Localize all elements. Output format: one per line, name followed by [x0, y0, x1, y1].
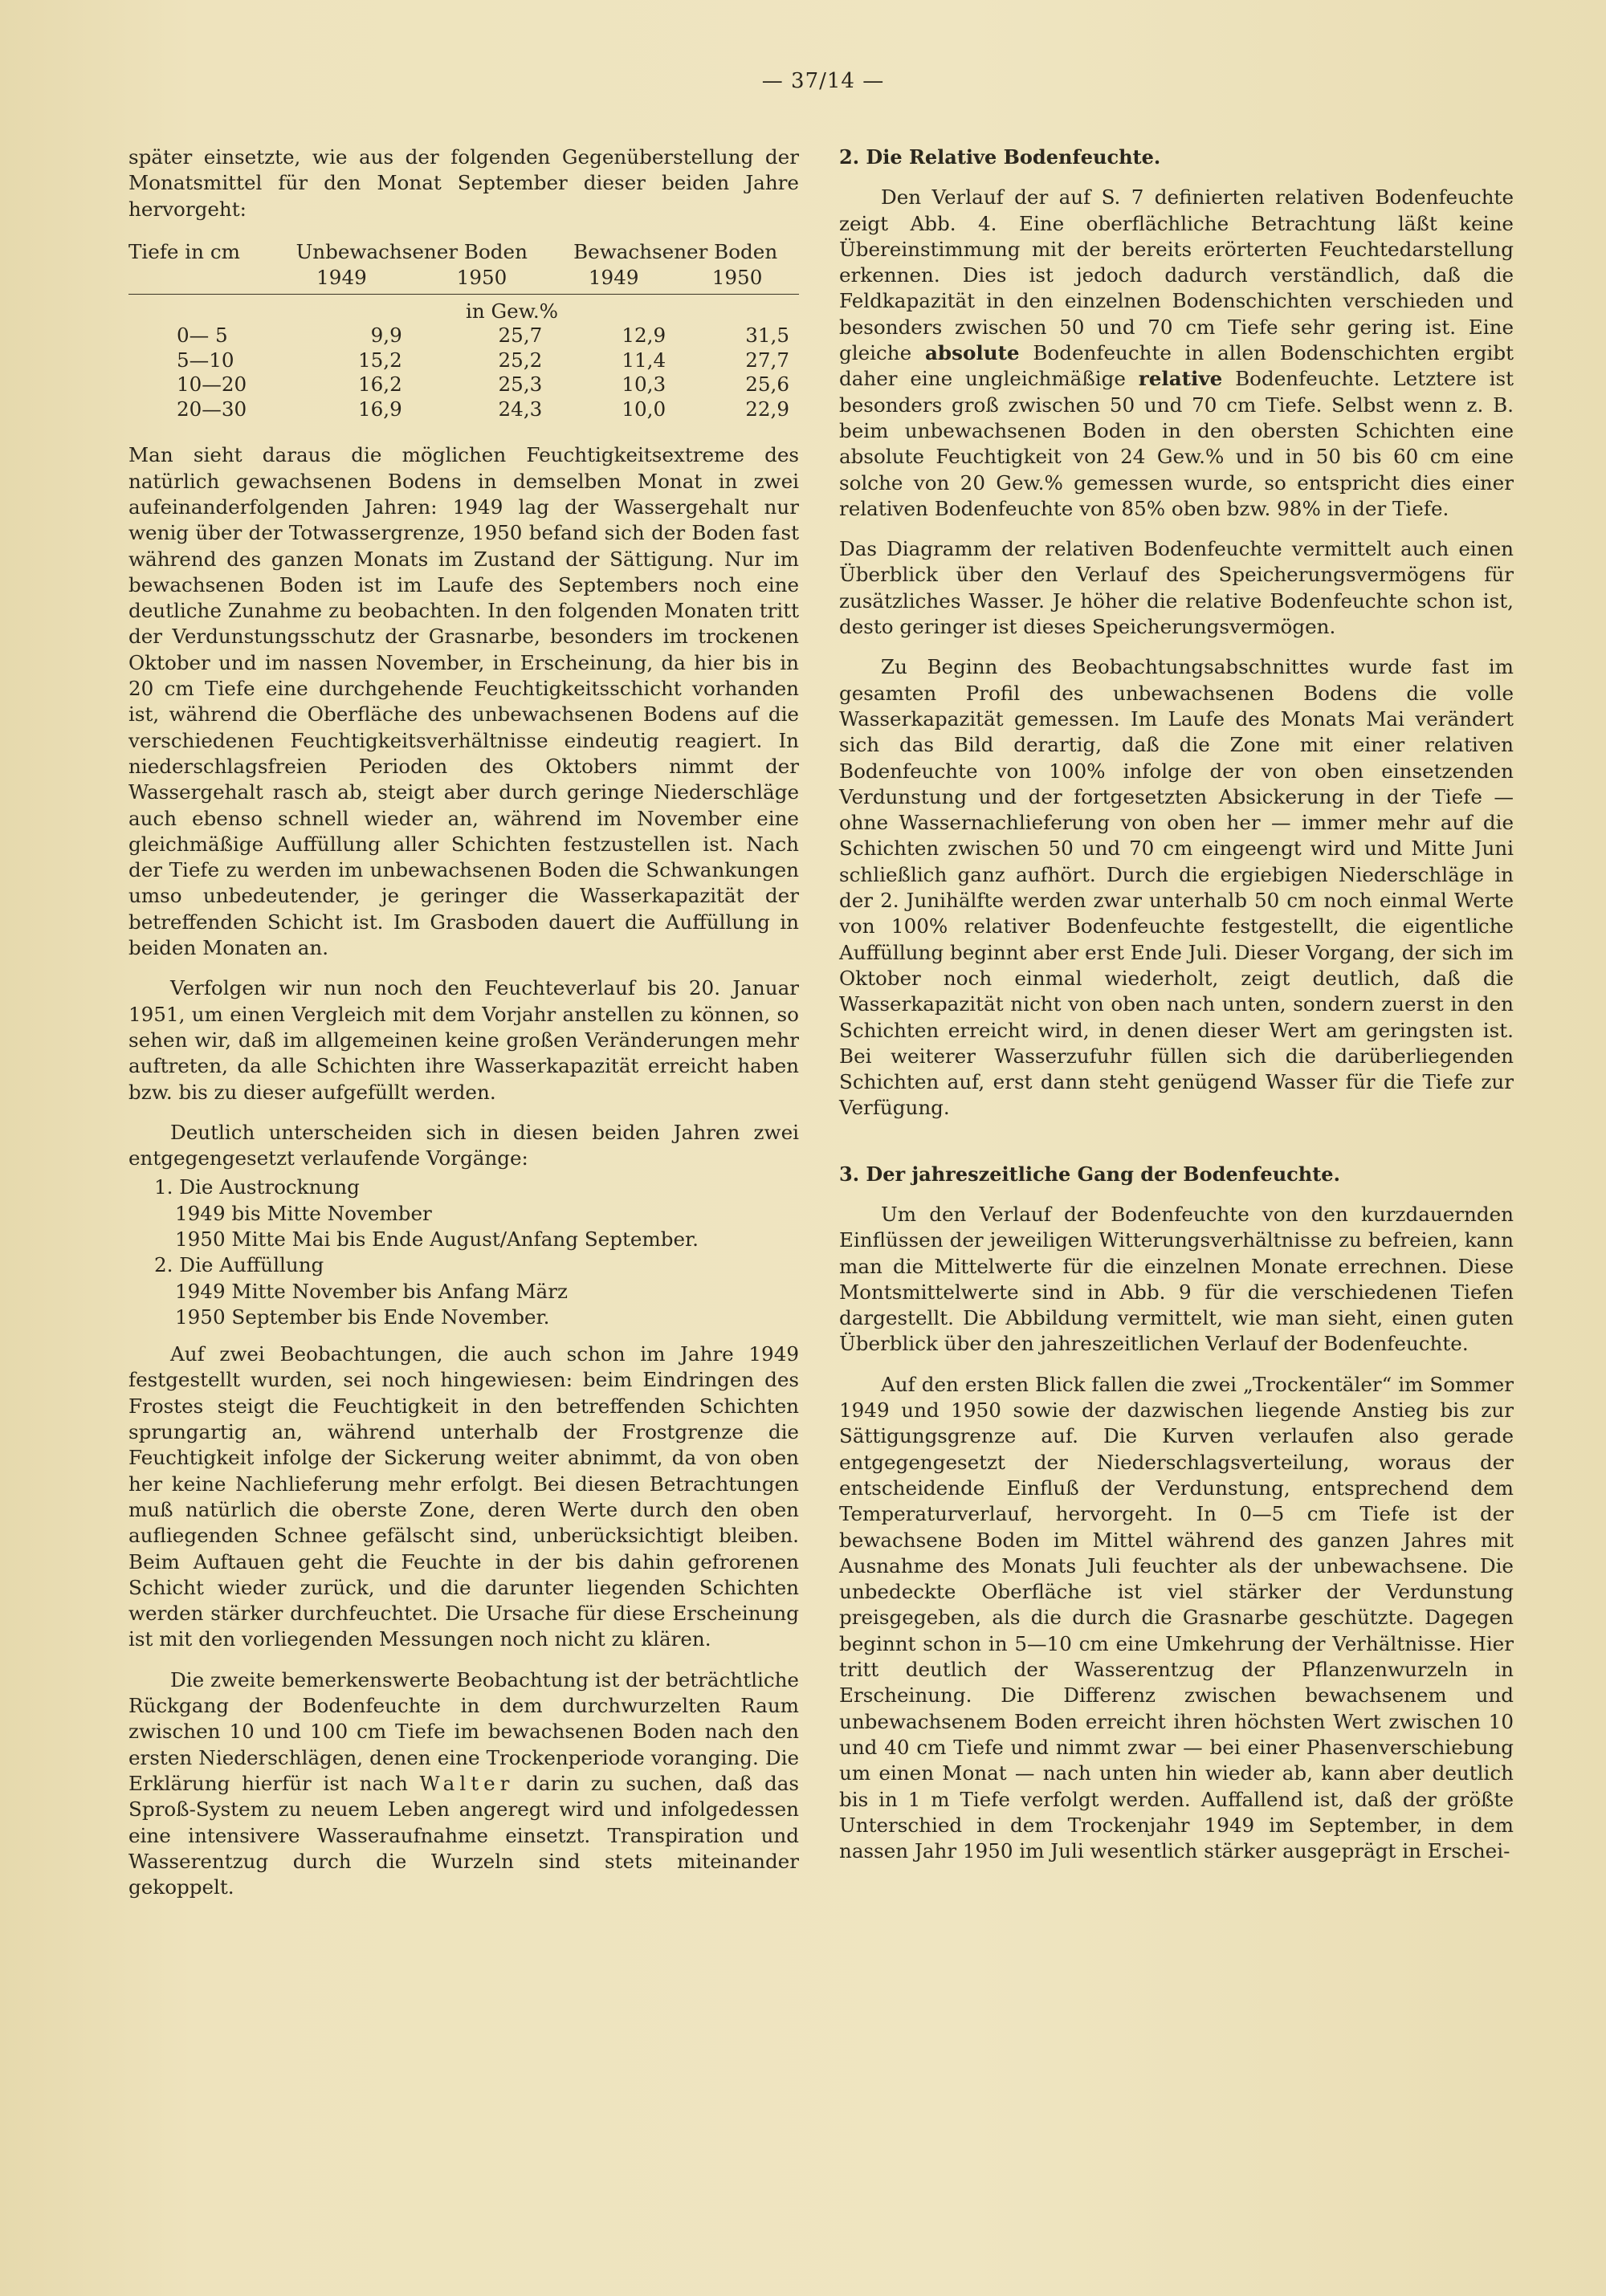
depth-cell: 0— 5	[177, 324, 228, 348]
table-unit-row	[128, 294, 799, 324]
value-cell: 12,9	[622, 324, 666, 348]
depth-cell: 20—30	[177, 397, 247, 421]
section-heading: 3. Der jahreszeitliche Gang der Bodenfeuchte.	[839, 1162, 1340, 1186]
list-subitem: 1950 Mitte Mai bis Ende August/Anfang September.	[175, 1227, 699, 1251]
value-cell: 25,3	[498, 372, 543, 397]
text-span: Den Verlauf der auf S. 7 definierten relativen Bodenfeuchte zeigt Abb. 4. Eine oberflächliche Betrachtung läßt keine Übereinstimmung mit der bereits erörterten Feuchtedarstellung erkennen. Dies ist jedoch dadurch verständlich, daß die Feldkapazität in den einzelnen Bodenschichten verschieden und besonders zwischen 50 und 70 cm Tiefe sehr gering ist. Eine gleiche	[839, 185, 1514, 365]
value-cell: 10,3	[622, 372, 666, 397]
process-list	[128, 1174, 799, 1330]
emphasis: relative	[1138, 367, 1223, 391]
paragraph: Um den Verlauf der Bodenfeuchte von den kurzdauernden Einflüssen der jeweiligen Witterungsverhältnisse zu befreien, kann man die Mittelwerte für die einzelnen Monate errechnen. Diese Montsmittelwerte sind in Abb. 9 für die verschiedenen Tiefen dargestellt. Die Abbildung vermittelt, wie man sieht, einen guten Überblick über den jahreszeitlichen Verlauf der Bodenfeuchte.	[839, 1202, 1514, 1356]
list-subitem: 1949 Mitte November bis Anfang März	[175, 1279, 568, 1303]
value-cell: 22,9	[745, 397, 789, 421]
table-row	[128, 397, 799, 422]
table-row	[128, 348, 799, 373]
year-cell: 1950	[412, 266, 552, 294]
intro-paragraph: später einsetzte, wie aus der folgenden Gegenüberstellung der Monatsmittel für den Monat September dieser beiden Jahre hervorgeht:	[128, 145, 799, 221]
value-cell: 24,3	[498, 397, 543, 421]
year-cell: 1949	[271, 266, 412, 294]
paragraph	[839, 185, 1514, 522]
value-cell: 11,4	[622, 348, 666, 372]
value-cell: 15,2	[357, 348, 402, 372]
text-span: darin zu suchen, daß das Sproß-System zu neuem Leben angeregt wird und infolgedessen eine intensivere Wasseraufnahme einsetzt. Transpiration und Wasserentzug durch die Wurzeln sind stets miteinander gekoppelt.	[128, 1771, 799, 1899]
paragraph: Das Diagramm der relativen Bodenfeuchte vermittelt auch einen Überblick über den Verlauf des Speicherungsvermögens für zusätzliches Wasser. Je höher die relative Bodenfeuchte schon ist, desto geringer ist dieses Speicherungsvermögen.	[839, 537, 1514, 639]
depth-cell: 5—10	[177, 348, 234, 372]
list-subitem: 1949 bis Mitte November	[175, 1201, 432, 1225]
moisture-table	[128, 240, 799, 422]
value-cell: 25,2	[498, 348, 543, 372]
table-years-row	[128, 266, 799, 294]
value-cell: 25,7	[498, 324, 543, 348]
paragraph: Verfolgen wir nun noch den Feuchteverlauf bis 20. Januar 1951, um einen Vergleich mit dem Vorjahr anstellen zu können, so sehen wir, daß im allgemeinen keine großen Veränderungen mehr auftreten, da alle Schichten ihre Wasserkapazität erreicht haben bzw. bis zu dieser aufgefüllt werden.	[128, 976, 799, 1104]
right-column	[839, 145, 1514, 1864]
emphasis: absolute	[924, 341, 1020, 365]
list-subitem: 1950 September bis Ende November.	[175, 1305, 550, 1329]
paragraph: Man sieht daraus die möglichen Feuchtigkeitsextreme des natürlich gewachsenen Bodens in demselben Monat in zwei aufeinanderfolgenden Jahren: 1949 lag der Wassergehalt nur wenig über der Totwassergrenze, 1950 befand sich der Boden fast während des ganzen Monats im Zustand der Sättigung. Nur im bewachsenen Boden ist im Laufe des Septembers noch eine deutliche Zunahme zu beobachten. In den folgenden Monaten tritt der Verdunstungsschutz der Grasnarbe, besonders im trockenen Oktober und im nassen November, in Erscheinung, da hier bis in 20 cm Tiefe eine durchgehende Feuchtigkeitsschicht vorhanden ist, während die Oberfläche des unbewachsenen Bodens auf die verschiedenen Feuchtigkeitsverhältnisse eindeutig reagiert. In niederschlagsfreien Perioden des Oktobers nimmt der Wassergehalt rasch ab, steigt aber durch geringe Niederschläge auch ebenso schnell wieder an, während im November eine gleichmäßige Auffüllung aller Schichten festzustellen ist. Nach der Tiefe zu werden im unbewachsenen Boden die Schwankungen umso unbedeutender, je geringer die Wasserkapazität der betreffenden Schicht ist. Im Grasboden dauert die Auffüllung in beiden Monaten an.	[128, 443, 799, 960]
header-vegetated: Bewachsener Boden	[573, 239, 778, 263]
unit-label: in Gew.%	[465, 299, 559, 323]
table-row	[128, 324, 799, 348]
value-cell: 27,7	[745, 348, 789, 372]
text-span: Bodenfeuchte in allen Bodenschichten ergibt daher eine ungleichmäßige	[839, 341, 1514, 391]
paragraph: Zu Beginn des Beobachtungsabschnittes wurde fast im gesamten Profil des unbewachsenen Bodens die volle Wasserkapazität gemessen. Im Laufe des Monats Mai verändert sich das Bild derartig, daß die Zone mit einer relativen Bodenfeuchte von 100% infolge der von oben einsetzenden Verdunstung und der fortgesetzten Absickerung in der Tiefe — ohne Wassernachlieferung von oben her — immer mehr auf die Schichten zwischen 50 und 70 cm eingeengt wird und Mitte Juni schließlich ganz aufhört. Durch die ergiebigen Niederschläge in der 2. Junihälfte werden zwar unterhalb 50 cm noch einmal Werte von 100% relativer Bodenfeuchte festgestellt, die eigentliche Auffüllung beginnt aber erst Ende Juli. Dieser Vorgang, der sich im Oktober noch einmal wiederholt, zeigt deutlich, daß die Wasserkapazität nicht von oben nach unten, sondern zuerst in den Schichten erreicht wird, in denen dieser Wert am geringsten ist. Bei weiterer Wasserzufuhr füllen sich die darüberliegenden Schichten auf, erst dann steht genügend Wasser für die Tiefe zur Verfügung.	[839, 655, 1514, 1120]
header-unvegetated: Unbewachsener Boden	[296, 239, 528, 263]
paragraph: Auf den ersten Blick fallen die zwei „Trockentäler“ im Sommer 1949 und 1950 sowie der dazwischen liegende Anstieg bis zur Sättigungsgrenze auf. Die Kurven verlaufen also gerade entgegengesetzt der Niederschlagsverteilung, woraus der entscheidende Einfluß der Verdunstung, entsprechend dem Temperaturverlauf, hervorgeht. In 0—5 cm Tiefe ist der bewachsene Boden im Mittel während des ganzen Jahres mit Ausnahme des Monats Juli feuchter als der unbewachsene. Die unbedeckte Oberfläche ist viel stärker der Verdunstung preisgegeben, als die durch die Grasnarbe geschützte. Dagegen beginnt schon in 5—10 cm eine Umkehrung der Verhältnisse. Hier tritt deutlich der Wasserentzug der Pflanzenwurzeln in Erscheinung. Die Differenz zwischen bewachsenem und unbewachsenem Boden erreicht ihren höchsten Wert zwischen 10 und 40 cm Tiefe und nimmt zwar — bei einer Phasenverschiebung um einen Monat — nach unten hin wieder ab, kann aber deutlich bis in 1 m Tiefe verfolgt werden. Auffallend ist, daß der größte Unterschied in dem Trockenjahr 1949 im September, in dem nassen Jahr 1950 im Juli wesentlich stärker ausgeprägt in Erschei-	[839, 1372, 1514, 1863]
list-item: 1. Die Austrocknung	[154, 1175, 360, 1199]
paragraph: Deutlich unterscheiden sich in diesen beiden Jahren zwei entgegengesetzt verlaufende Vorgänge:	[128, 1120, 799, 1170]
text-span: Bodenfeuchte. Letztere ist besonders groß zwischen 50 und 70 cm Tiefe. Selbst wenn z. B. beim unbewachsenen Boden in den obersten Schichten eine absolute Feuchtigkeit von 24 Gew.% und in 50 bis 60 cm eine solche von 20 Gew.% gemessen wurde, so entspricht dies einer relativen Bodenfeuchte von 85% oben bzw. 98% in der Tiefe.	[839, 367, 1514, 520]
value-cell: 16,2	[357, 372, 402, 397]
paragraph: Auf zwei Beobachtungen, die auch schon im Jahre 1949 festgestellt wurden, sei noch hingewiesen: beim Eindringen des Frostes steigt die Feuchtigkeit in den betreffenden Schichten sprungartig an, während unterhalb der Frostgrenze die Feuchtigkeit infolge der Sickerung weiter abnimmt, da von oben her keine Nachlieferung mehr erfolgt. Bei diesen Betrachtungen muß natürlich die oberste Zone, deren Werte durch den oben aufliegenden Schnee gefälscht sind, unberücksichtigt bleiben. Beim Auftauen geht die Feuchte in der bis dahin gefrorenen Schicht wieder zurück, und die darunter liegenden Schichten werden stärker durchfeuchtet. Die Ursache für diese Erscheinung ist mit den vorliegenden Messungen noch nicht zu klären.	[128, 1342, 799, 1651]
value-cell: 10,0	[622, 397, 666, 421]
header-depth: Tiefe in cm	[128, 239, 240, 263]
table-header-row	[128, 240, 799, 267]
page-number: — 37/14 —	[761, 69, 885, 93]
year-cell: 1950	[675, 266, 799, 294]
value-cell: 25,6	[745, 372, 789, 397]
depth-cell: 10—20	[177, 372, 247, 397]
table-row	[128, 372, 799, 397]
value-cell: 16,9	[357, 397, 402, 421]
list-item: 2. Die Auffüllung	[154, 1253, 324, 1277]
left-column	[128, 145, 799, 1900]
text-span: Die zweite bemerkenswerte Beobachtung ist der beträchtliche Rückgang der Bodenfeuchte in dem durchwurzelten Raum zwischen 10 und 100 cm Tiefe im bewachsenen Boden nach den ersten Niederschlägen, denen eine Trockenperiode voranging. Die Erklärung hierfür ist nach	[128, 1667, 799, 1795]
year-cell: 1949	[552, 266, 675, 294]
section-heading: 2. Die Relative Bodenfeuchte.	[839, 145, 1161, 169]
value-cell: 9,9	[370, 324, 402, 348]
paragraph	[128, 1667, 799, 1901]
author-name: Walter	[419, 1771, 515, 1795]
value-cell: 31,5	[745, 324, 789, 348]
